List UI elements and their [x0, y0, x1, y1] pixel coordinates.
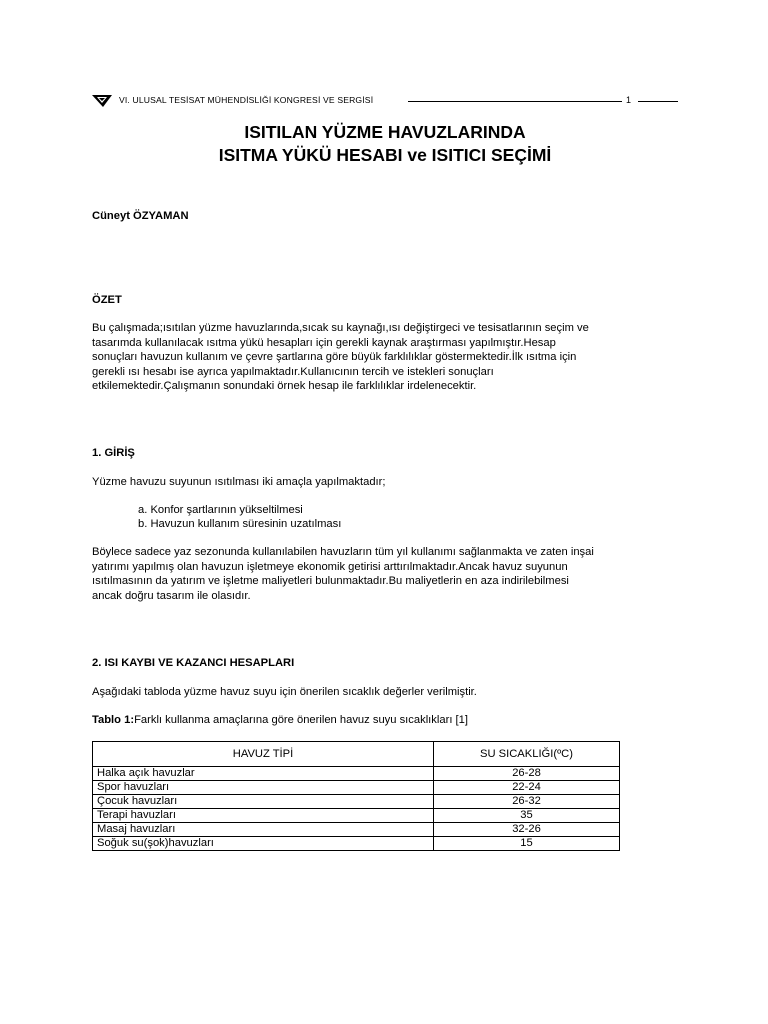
- running-header: [92, 92, 678, 110]
- abstract-heading: ÖZET: [92, 294, 122, 306]
- column-header-water-temp: SU SICAKLIĞI(ºC): [434, 742, 620, 767]
- temperature-cell: 15: [434, 837, 620, 851]
- conference-logo-icon: [92, 95, 112, 107]
- conference-name: VI. ULUSAL TESİSAT MÜHENDİSLİĞİ KONGRESİ VE SERGİSİ: [119, 95, 374, 105]
- section-1-paragraph: [92, 545, 682, 603]
- table-row: [93, 781, 620, 795]
- table-row: [93, 809, 620, 823]
- temperature-cell: 26-32: [434, 795, 620, 809]
- abstract-paragraph: [92, 321, 682, 394]
- pool-type-cell: Çocuk havuzları: [93, 795, 434, 809]
- temperature-cell: 26-28: [434, 767, 620, 781]
- abstract-line: etkilemektedir.Çalışmanın sonundaki örnek hesap ile farklılıklar irdelenecektir.: [92, 380, 477, 392]
- author-name: Cüneyt ÖZYAMAN: [92, 210, 189, 222]
- header-rule-end: [638, 101, 678, 102]
- pool-type-cell: Masaj havuzları: [93, 823, 434, 837]
- pool-type-cell: Terapi havuzları: [93, 809, 434, 823]
- header-rule: [408, 101, 622, 102]
- pool-temperature-table: [92, 741, 620, 851]
- page-title-line-2: ISITMA YÜKÜ HESABI ve ISITICI SEÇİMİ: [218, 145, 552, 165]
- pool-type-cell: Spor havuzları: [93, 781, 434, 795]
- abstract-line: sonuçları havuzun kullanım ve çevre şartlarına göre büyük farklılıklar göstermektedir.İlk ısıtma için: [92, 351, 577, 363]
- section-2-heading: 2. ISI KAYBI VE KAZANCI HESAPLARI: [92, 657, 295, 669]
- temperature-cell: 32-26: [434, 823, 620, 837]
- column-header-pool-type: HAVUZ TİPİ: [93, 742, 434, 767]
- page-title-line-1: ISITILAN YÜZME HAVUZLARINDA: [244, 122, 526, 142]
- pool-type-cell: Soğuk su(şok)havuzları: [93, 837, 434, 851]
- abstract-line: Bu çalışmada;ısıtılan yüzme havuzlarında,sıcak su kaynağı,ısı değiştirgeci ve tesisatlarının seçim ve: [92, 322, 589, 334]
- page-number: 1: [626, 95, 632, 105]
- paragraph-line: Böylece sadece yaz sezonunda kullanılabilen havuzların tüm yıl kullanımı sağlanmakta ve zaten inşai: [92, 546, 594, 558]
- table-row: [93, 767, 620, 781]
- section-1-intro: Yüzme havuzu suyunun ısıtılması iki amaçla yapılmaktadır;: [92, 476, 386, 488]
- table-header-row: [93, 742, 620, 767]
- section-2-intro: Aşağıdaki tabloda yüzme havuz suyu için önerilen sıcaklık değerler verilmiştir.: [92, 686, 477, 698]
- abstract-line: gerekli ısı hesabı ise ayrıca yapılmaktadır.Kullanıcının tercih ve istekleri sonuçları: [92, 365, 494, 378]
- temperature-cell: 22-24: [434, 781, 620, 795]
- section-1-heading: 1. GİRİŞ: [92, 447, 135, 459]
- list-item: a. Konfor şartlarının yükseltilmesi: [138, 504, 303, 516]
- pool-type-cell: Halka açık havuzlar: [93, 767, 434, 781]
- paragraph-line: ısıtılmasının da yatırım ve işletme maliyetleri bulunmaktadır.Bu maliyetlerin en aza indirilebilmesi: [92, 575, 569, 587]
- table-row: [93, 823, 620, 837]
- list-item: b. Havuzun kullanım süresinin uzatılması: [138, 518, 342, 530]
- paragraph-line: yatırımı yapılmış olan havuzun işletmeye ekonomik getirisi arttırılmaktadır.Ancak havuz suyunun: [92, 560, 568, 573]
- temperature-cell: 35: [434, 809, 620, 823]
- table-caption-text: Farklı kullanma amaçlarına göre önerilen havuz suyu sıcaklıkları [1]: [134, 714, 468, 726]
- table-caption: [92, 713, 468, 727]
- paragraph-line: ancak doğru tasarım ile olasıdır.: [92, 589, 251, 602]
- table-caption-label: Tablo 1:: [92, 714, 135, 726]
- table-row: [93, 795, 620, 809]
- table-row: [93, 837, 620, 851]
- abstract-line: tasarımda kullanılacak ısıtma yükü hesapları için gerekli kaynak araştırması yapılmıştır.Hesap: [92, 336, 556, 349]
